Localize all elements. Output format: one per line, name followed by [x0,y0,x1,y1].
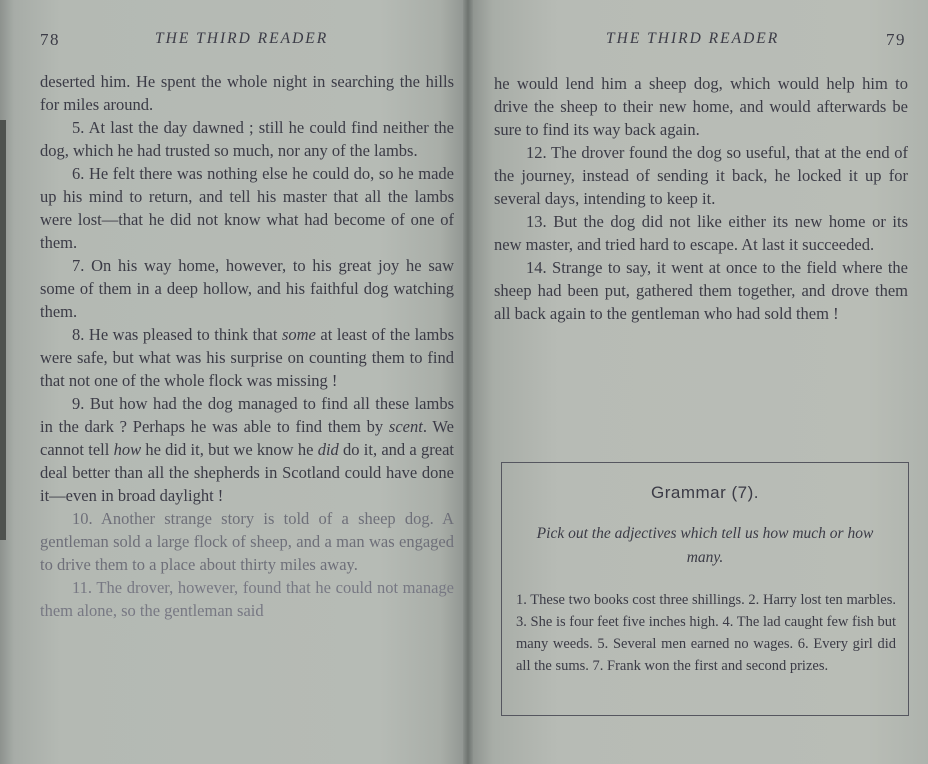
paragraph-6: 6. He felt there was nothing else he could do, so he made up his mind to return, and tell his master that all the lambs were lost—that he did not know what had become of one of them. [40,164,454,252]
text-run: 9. But how had the dog managed to find all these lambs in the dark ? Perhaps he was able to find them by [40,394,454,436]
grammar-exercises: 1. These two books cost three shillings. 2. Harry lost ten marbles. 3. She is four feet five inches high. 4. The lad caught few fish but many weeds. 5. Several men earned no wages. 6. Every girl did all the sums. 7. Frank won the first and second prizes. [516,592,896,674]
paragraph: deserted him. He spent the whole night in searching the hills for miles around. [40,72,454,114]
paragraph-7: 7. On his way home, however, to his great joy he saw some of them in a deep hollow, and his faithful dog watching them. [40,256,454,321]
paragraph-13: 13. But the dog did not like either its new home or its new master, and tried hard to escape. At last it succeeded. [494,212,908,254]
paragraph-12: 12. The drover found the dog so useful, that at the end of the journey, instead of sending it back, he locked it up for several days, intending to keep it. [494,143,908,208]
italic-text: did [317,440,339,459]
paragraph-11: 11. The drover, however, found that he could not manage them alone, so the gentleman said [40,578,454,620]
left-page-number: 78 [40,30,60,49]
grammar-box [501,462,909,716]
right-running-title: THE THIRD READER [606,30,780,47]
paragraph-8 [40,323,454,392]
text-run: at least of the lambs were safe, but what was his surprise on counting them to find that not one of the whole flock was missing ! [40,325,455,390]
italic-text: how [113,440,142,459]
book-gutter [463,0,473,764]
page-edge [0,120,6,540]
right-text-column [494,72,908,325]
italic-text: some [281,325,316,344]
text-run: do it, and a great deal better than all the shepherds in Scotland could have done it—even in broad daylight ! [40,440,454,505]
text-run: 8. He was pleased to think that [72,325,282,344]
grammar-title: Grammar (7). [651,483,759,502]
right-page-number: 79 [886,30,906,49]
text-run: . We cannot tell [40,417,454,459]
paragraph-10: 10. Another strange story is told of a sheep dog. A gentleman sold a large flock of sheep, and a man was engaged to drive them to a place about thirty miles away. [40,509,454,574]
left-text-column [40,70,454,622]
left-running-title: THE THIRD READER [155,30,329,47]
italic-text: scent [388,417,423,436]
grammar-instruction: Pick out the adjectives which tell us how much or how many. [536,525,874,566]
paragraph-14: 14. Strange to say, it went at once to the field where the sheep had been put, gathered them together, and drove them all back again to the gentleman who had sold them ! [494,258,908,323]
text-run: he did it, but we know he [141,440,318,459]
paragraph-9 [40,392,454,507]
paragraph: he would lend him a sheep dog, which would help him to drive the sheep to their new home, and would afterwards be sure to find its way back again. [494,74,908,139]
paragraph-5: 5. At last the day dawned ; still he could find neither the dog, which he had trusted so much, nor any of the lambs. [40,118,454,160]
